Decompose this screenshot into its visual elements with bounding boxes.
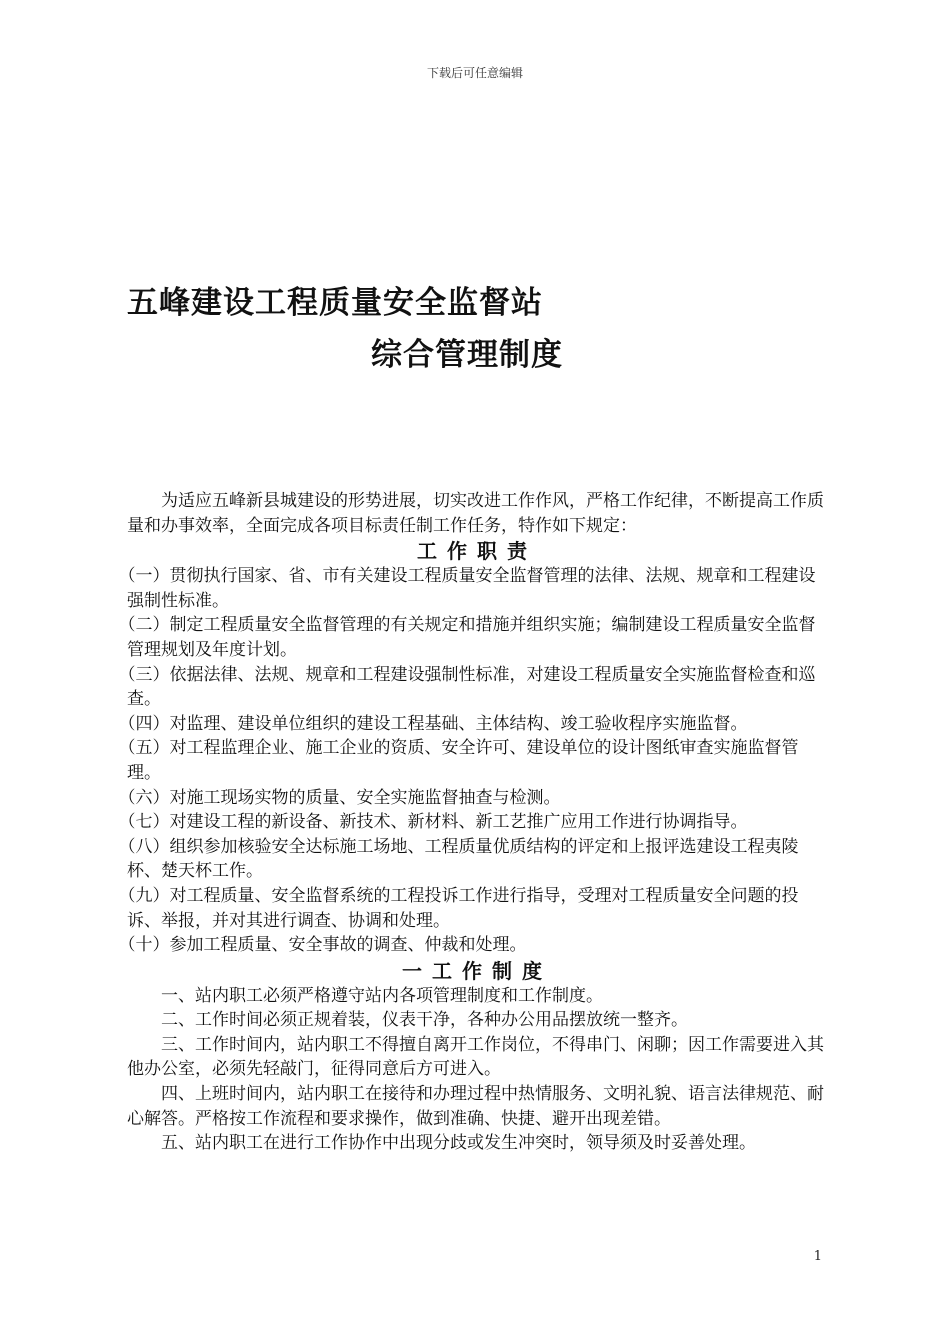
page-header-note: 下载后可任意编辑 bbox=[426, 66, 523, 80]
duty-item: （八）组织参加核验安全达标施工场地、工程质量优质结构的评定和上报评选建设工程夷陵杯、楚天杯工作。 bbox=[118, 836, 799, 882]
rule-item: 二、工作时间必须正规着装，仪表干净，各种办公用品摆放统一整齐。 bbox=[161, 1010, 688, 1031]
rule-item: 五、站内职工在进行工作协作中出现分歧或发生冲突时，领导须及时妥善处理。 bbox=[161, 1133, 756, 1154]
document-title-line-2: 综合管理制度 bbox=[371, 337, 563, 373]
rule-item: 四、上班时间内，站内职工在接待和办理过程中热情服务、文明礼貌、语言法律规范、耐心解答。严格按工作流程和要求操作，做到准确、快捷、避开出现差错。 bbox=[127, 1084, 824, 1129]
rule-item: 一、站内职工必须严格遵守站内各项管理制度和工作制度。 bbox=[161, 985, 603, 1006]
rule-item: 三、工作时间内，站内职工不得擅自离开工作岗位，不得串门、闲聊；因工作需要进入其他办公室，必须先轻敲门，征得同意后方可进入。 bbox=[127, 1034, 824, 1080]
duty-item: （五）对工程监理企业、施工企业的资质、安全许可、建设单位的设计图纸审查实施监督管理。 bbox=[118, 738, 799, 783]
duty-item: （十）参加工程质量、安全事故的调查、仲裁和处理。 bbox=[118, 935, 527, 956]
duty-item: （七）对建设工程的新设备、新技术、新材料、新工艺推广应用工作进行协调指导。 bbox=[118, 812, 748, 833]
section-heading-duties: 工作职责 bbox=[417, 539, 537, 564]
duty-item: （九）对工程质量、安全监督系统的工程投诉工作进行指导，受理对工程质量安全问题的投诉、举报，并对其进行调查、协调和处理。 bbox=[118, 885, 799, 931]
document-body bbox=[118, 489, 827, 1156]
document-title-line-1: 五峰建设工程质量安全监督站 bbox=[127, 285, 543, 321]
duty-item: （一）贯彻执行国家、省、市有关建设工程质量安全监督管理的法律、法规、规章和工程建设强制性标准。 bbox=[118, 566, 816, 611]
section-heading-work-rules: 一工作制度 bbox=[402, 958, 552, 983]
duty-item: （二）制定工程质量安全监督管理的有关规定和措施并组织实施；编制建设工程质量安全监督管理规划及年度计划。 bbox=[118, 615, 816, 660]
page-number: 1 bbox=[813, 1249, 822, 1264]
duty-item: （四）对监理、建设单位组织的建设工程基础、主体结构、竣工验收程序实施监督。 bbox=[118, 713, 748, 734]
duty-item: （三）依据法律、法规、规章和工程建设强制性标准，对建设工程质量安全实施监督检查和巡查。 bbox=[118, 664, 816, 710]
duty-item: （六）对施工现场实物的质量、安全实施监督抽查与检测。 bbox=[118, 787, 561, 808]
intro-paragraph: 为适应五峰新县城建设的形势进展，切实改进工作作风，严格工作纪律，不断提高工作质量和办事效率，全面完成各项目标责任制工作任务，特作如下规定： bbox=[127, 491, 824, 536]
